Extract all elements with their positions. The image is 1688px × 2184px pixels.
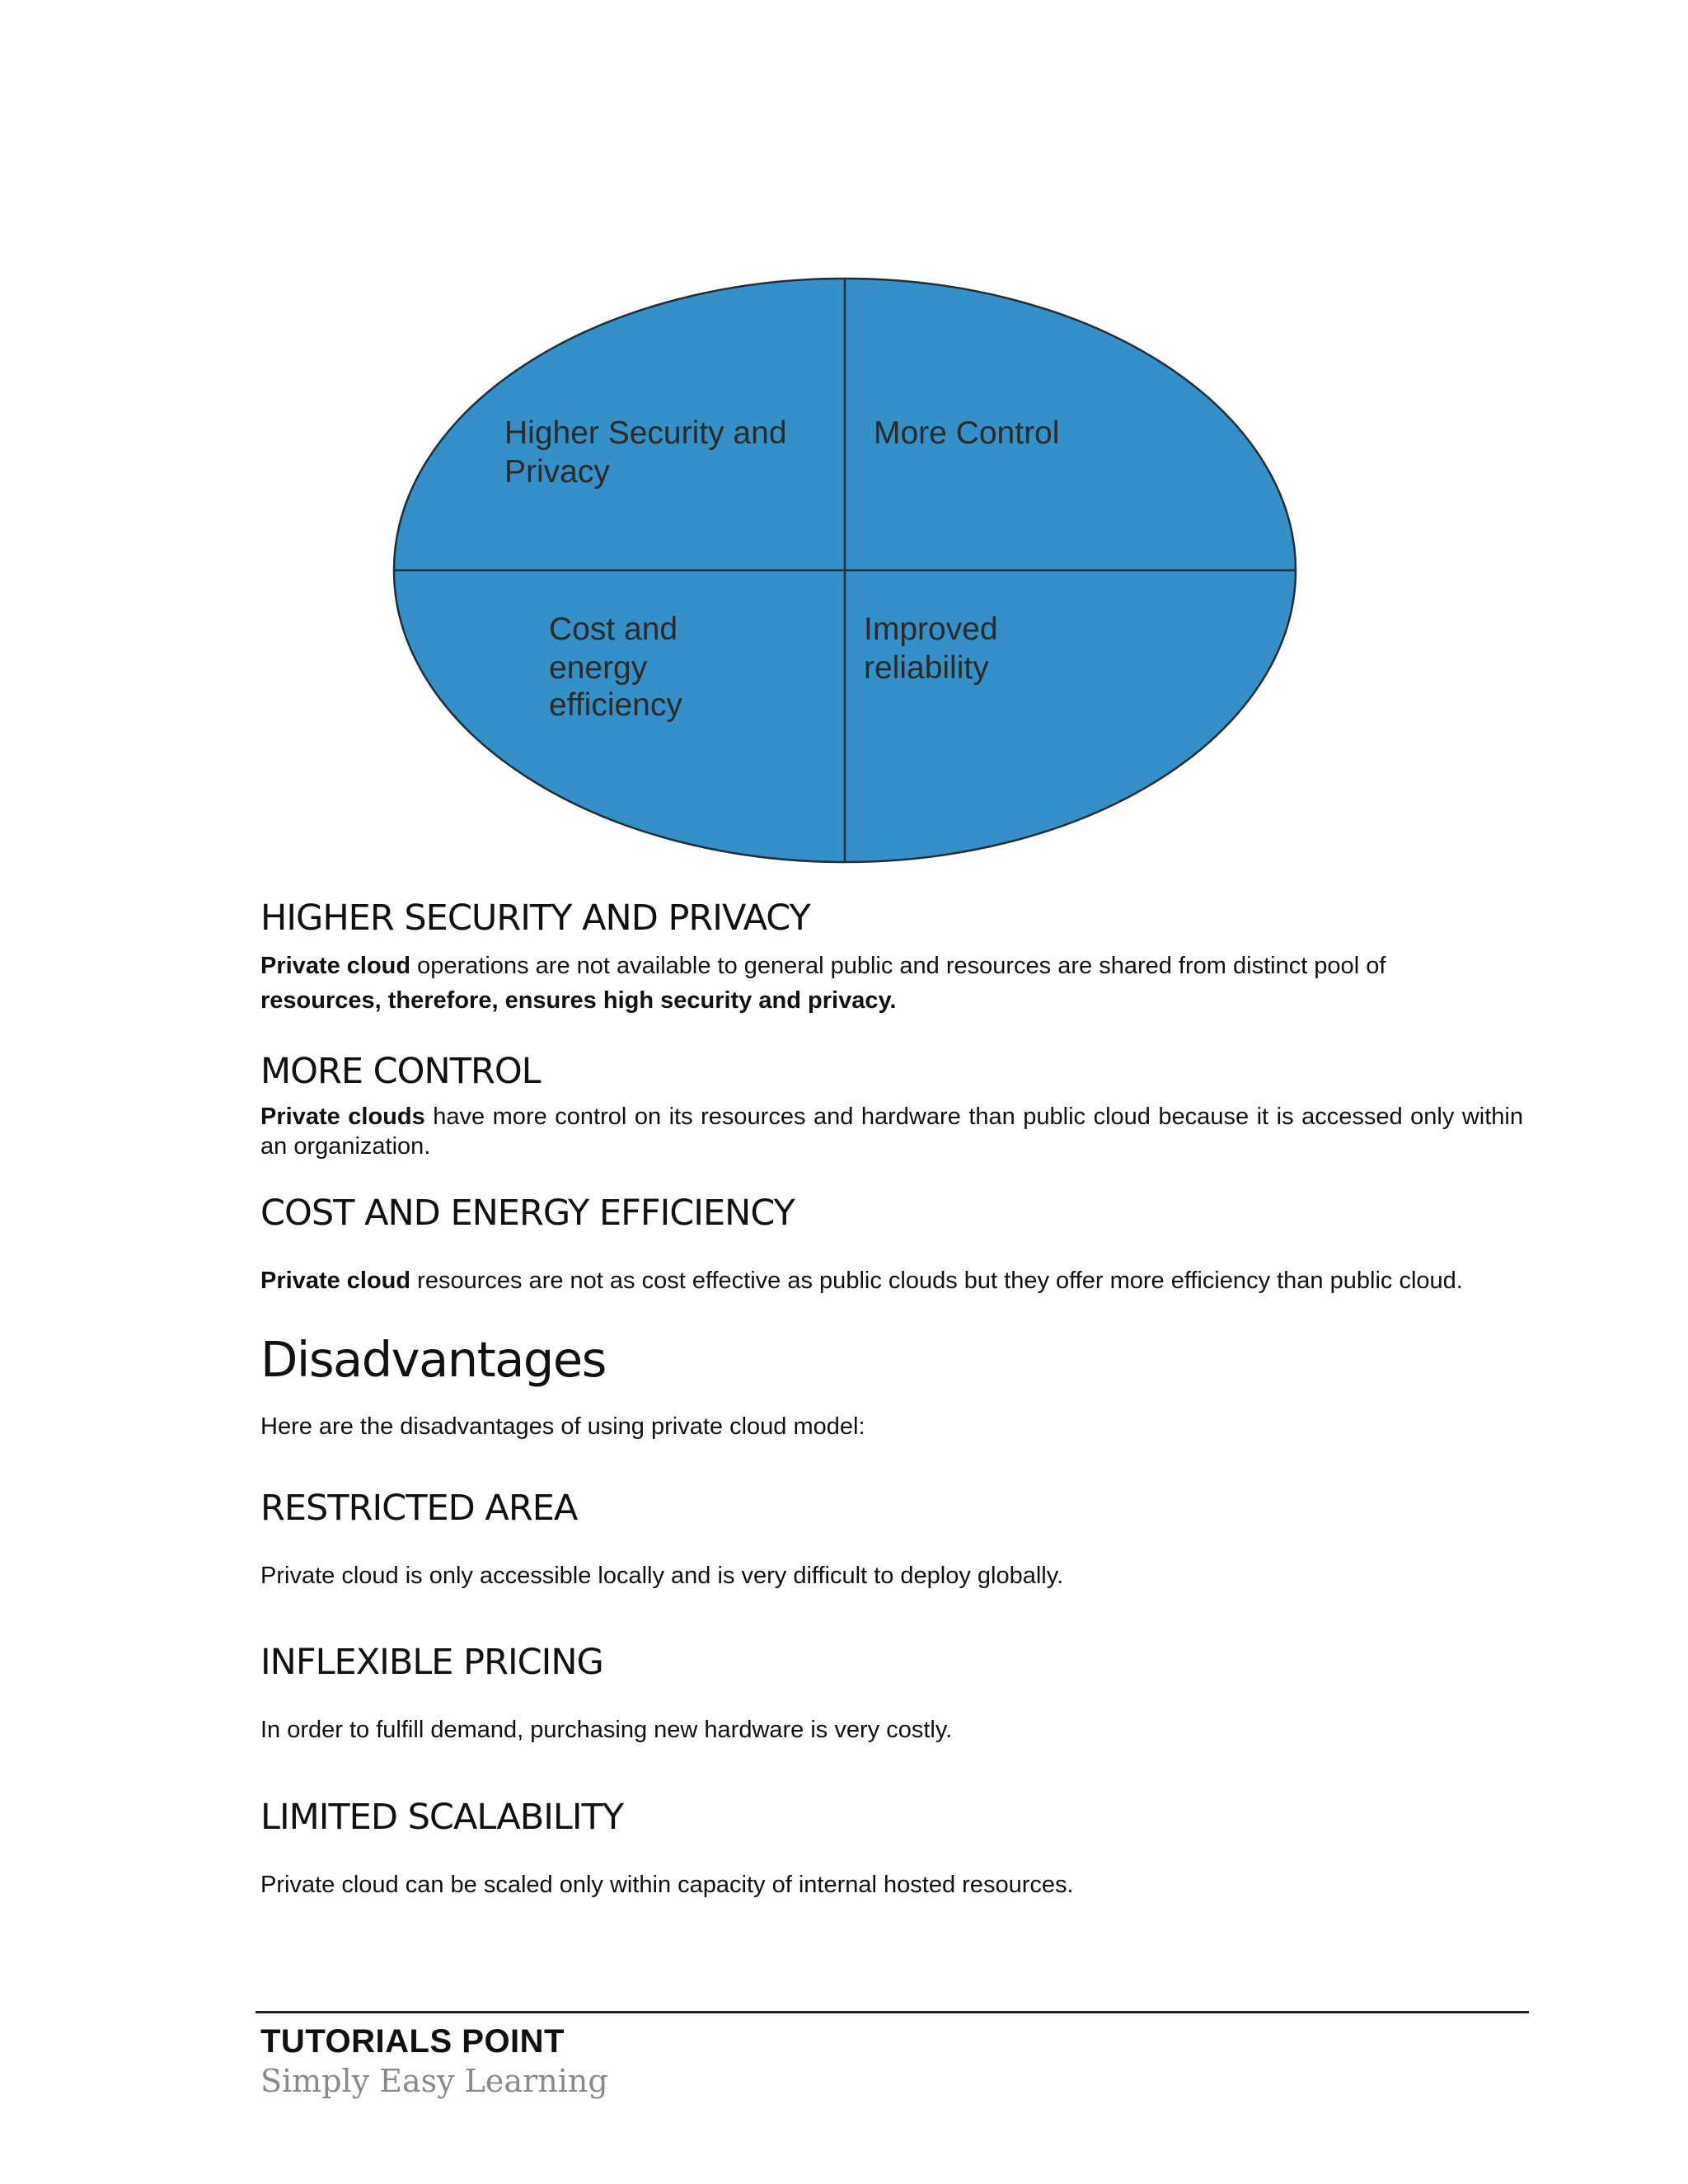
bold-term: Private cloud: [260, 952, 411, 979]
footer-brand: TUTORIALS POINT: [260, 2023, 565, 2060]
quadrant-bottom-right-label: Improved reliability: [864, 612, 998, 686]
paragraph-text: operations are not available to general public and resources are shared from distinct pool of: [410, 952, 1386, 979]
footer-tagline: Simply Easy Learning: [260, 2063, 608, 2099]
quadrant-top-left-label: Higher Security and Privacy: [504, 415, 787, 490]
section-inflexible-pricing: [260, 1642, 1523, 1747]
section-paragraph-line2: [260, 983, 1523, 1018]
section-heading: HIGHER SECURITY AND PRIVACY: [260, 898, 810, 939]
section-restricted-area: [260, 1488, 1523, 1593]
section-more-control: [260, 1051, 1523, 1161]
section-higher-security: [260, 898, 1523, 1018]
paragraph-text: resources are not as cost effective as public clouds but they offer more efficiency than public cloud.: [410, 1267, 1463, 1294]
disadvantages-heading: Disadvantages: [260, 1331, 606, 1388]
private-cloud-benefits-diagram: [387, 272, 1302, 869]
paragraph-text: have more control on its resources and hardware than public cloud because it is accessed only within an organization.: [260, 1103, 1523, 1160]
ellipse-diagram-svg: [387, 272, 1302, 869]
bold-term: Private clouds: [260, 1103, 425, 1130]
section-paragraph: Private cloud is only accessible locally and is very difficult to deploy globally.: [260, 1562, 1064, 1589]
section-heading: RESTRICTED AREA: [260, 1488, 578, 1529]
section-cost-energy: [260, 1193, 1523, 1298]
footer-divider: [256, 2011, 1529, 2013]
bold-text: resources, therefore, ensures high security and privacy.: [260, 987, 897, 1014]
quadrant-bottom-left-label: Cost and energy efficiency: [549, 612, 682, 723]
section-paragraph: [260, 1263, 1523, 1298]
section-paragraph: [260, 1102, 1523, 1161]
section-heading: LIMITED SCALABILITY: [260, 1797, 624, 1838]
quadrant-top-right-label: More Control: [874, 415, 1060, 451]
section-paragraph: [260, 949, 1523, 983]
section-limited-scalability: [260, 1797, 1523, 1902]
section-paragraph: Private cloud can be scaled only within capacity of internal hosted resources.: [260, 1871, 1074, 1898]
section-heading: MORE CONTROL: [260, 1051, 541, 1092]
section-disadvantages: [260, 1331, 1523, 1444]
bold-term: Private cloud: [260, 1267, 411, 1294]
section-heading: COST AND ENERGY EFFICIENCY: [260, 1193, 795, 1234]
disadvantages-intro: Here are the disadvantages of using private cloud model:: [260, 1413, 865, 1440]
section-heading: INFLEXIBLE PRICING: [260, 1642, 603, 1683]
section-paragraph: In order to fulfill demand, purchasing new hardware is very costly.: [260, 1716, 953, 1743]
